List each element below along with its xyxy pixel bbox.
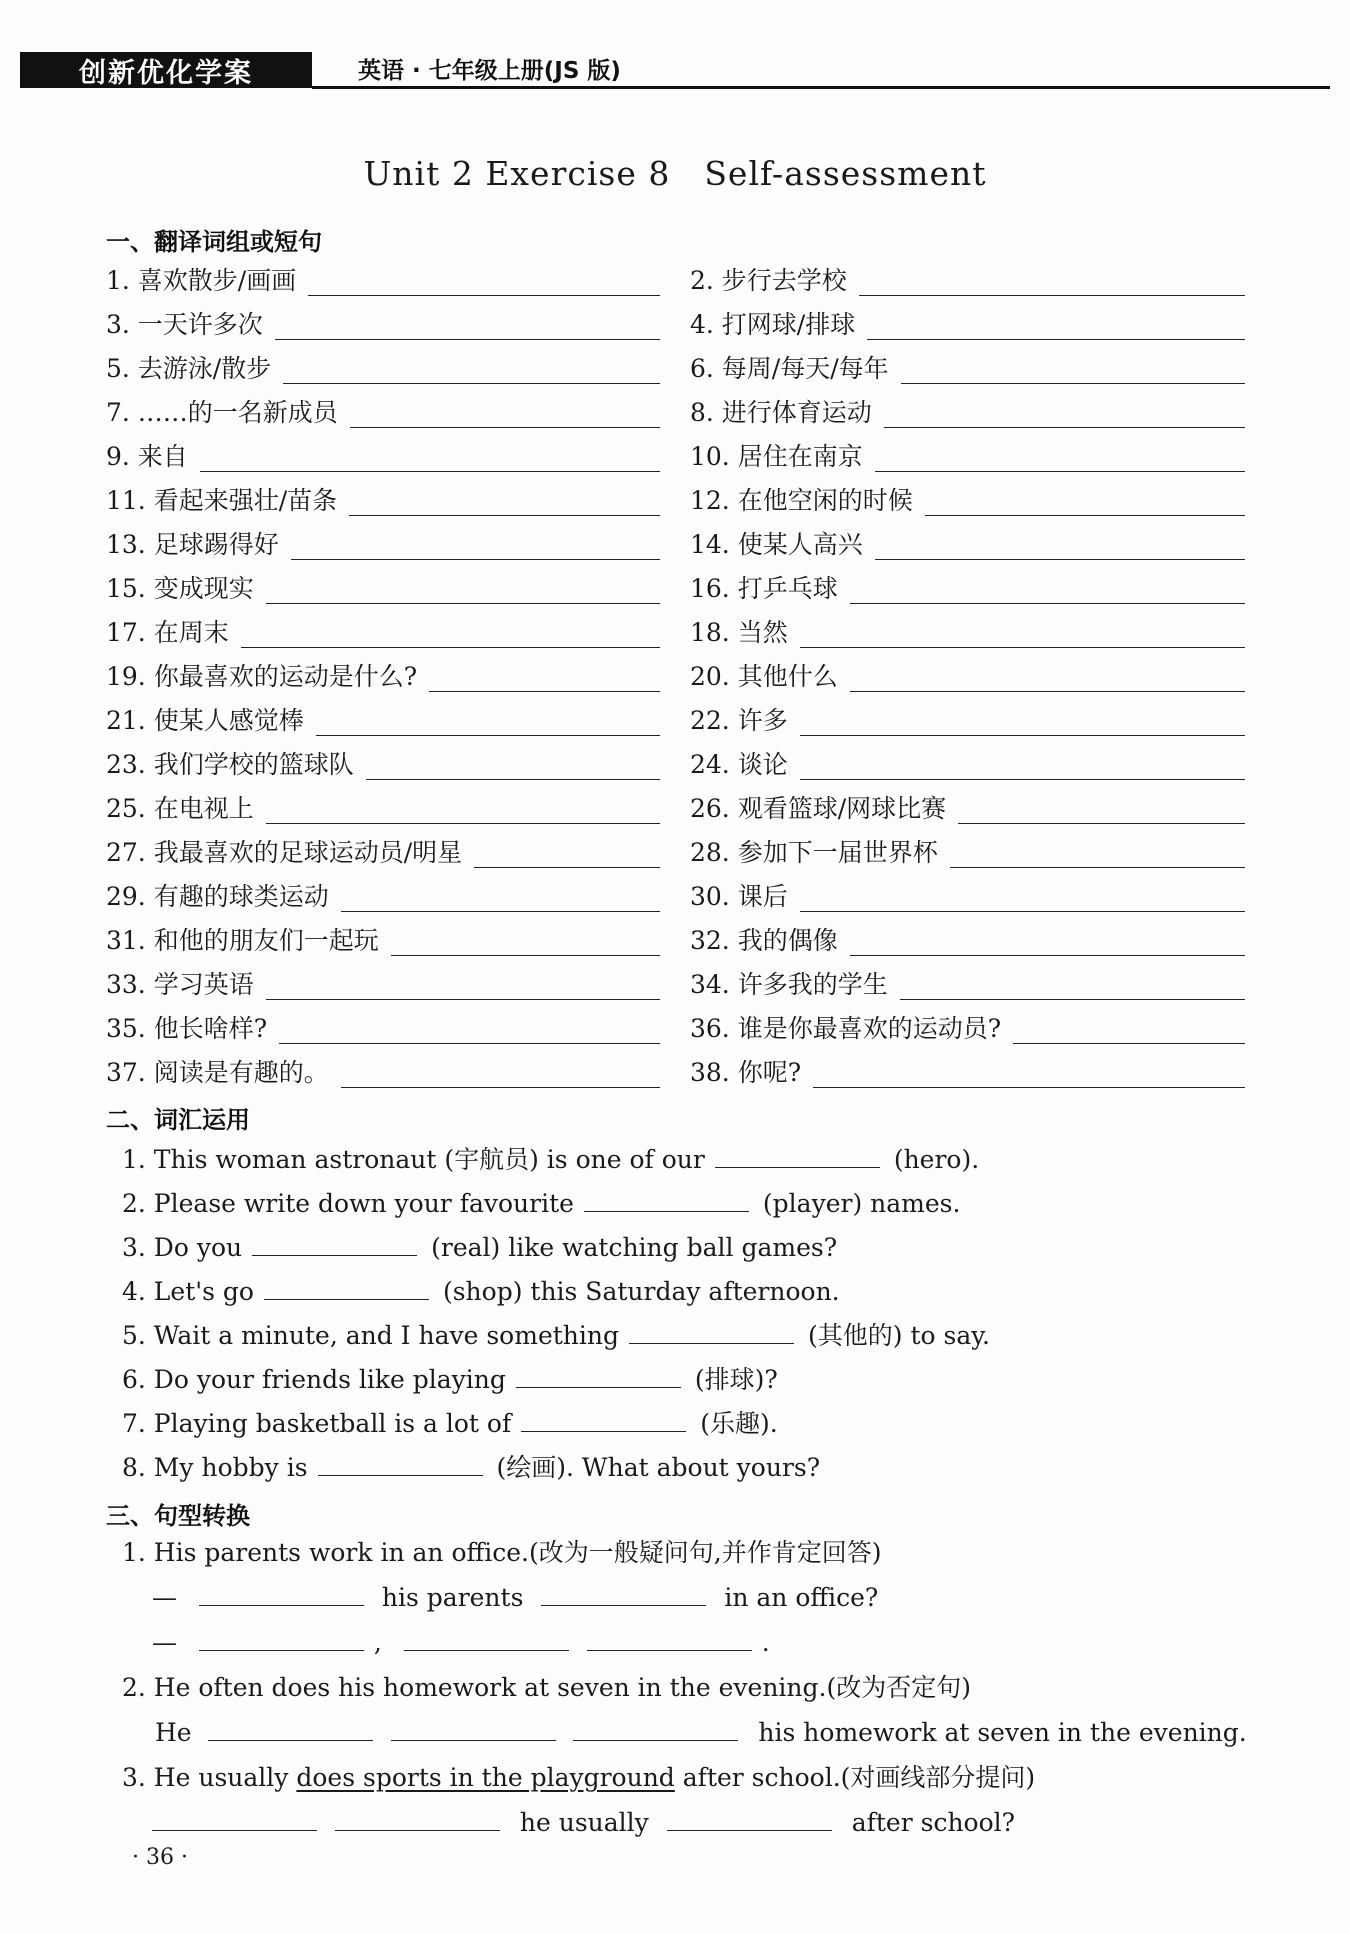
vocabulary-hint: (shop) this Saturday afternoon. [442, 1277, 840, 1306]
answer-blank[interactable] [800, 735, 1245, 736]
transform-q1-line1 [152, 1582, 878, 1614]
translation-item: 17. 在周末 [106, 618, 229, 647]
answer-blank[interactable] [266, 603, 660, 604]
answer-blank[interactable] [884, 427, 1245, 428]
translation-item: 6. 每周/每天/每年 [690, 354, 889, 383]
translation-item: 19. 你最喜欢的运动是什么? [106, 662, 418, 691]
translation-item: 4. 打网球/排球 [690, 310, 856, 339]
translation-item: 2. 步行去学校 [690, 266, 847, 295]
transform-q2-line [155, 1717, 1247, 1749]
answer-blank[interactable] [901, 383, 1245, 384]
translation-item: 18. 当然 [690, 618, 788, 647]
answer-blank[interactable] [584, 1189, 749, 1212]
transform-q3-prompt [122, 1762, 1035, 1794]
section-heading-vocabulary: 二、词汇运用 [106, 1106, 250, 1134]
answer-blank[interactable] [850, 691, 1245, 692]
answer-blank[interactable] [264, 1277, 429, 1300]
translation-item: 3. 一天许多次 [106, 310, 263, 339]
header-divider [312, 86, 1330, 89]
vocabulary-text: 3. Do you [122, 1233, 243, 1262]
translation-item: 5. 去游泳/散步 [106, 354, 272, 383]
answer-blank[interactable] [925, 515, 1245, 516]
transform-q1-line2 [152, 1627, 770, 1659]
answer-blank[interactable] [404, 1628, 569, 1651]
period: . [761, 1628, 770, 1657]
answer-blank[interactable] [341, 1087, 660, 1088]
section-heading-translate: 一、翻译词组或短句 [106, 228, 322, 256]
translation-item: 24. 谈论 [690, 750, 788, 779]
book-title: 英语 · 七年级上册(JS 版) [358, 58, 621, 84]
transform-q1-prompt: 1. His parents work in an office.(改为一般疑问句,并作肯定回答) [122, 1538, 882, 1567]
vocabulary-item [122, 1276, 840, 1308]
translation-item: 32. 我的偶像 [690, 926, 838, 955]
answer-blank[interactable] [279, 1043, 660, 1044]
translation-item: 1. 喜欢散步/画画 [106, 266, 297, 295]
answer-blank[interactable] [900, 999, 1245, 1000]
answer-blank[interactable] [800, 911, 1245, 912]
vocabulary-item [122, 1364, 778, 1396]
vocabulary-hint: (player) names. [762, 1189, 961, 1218]
answer-blank[interactable] [859, 295, 1245, 296]
answer-blank[interactable] [199, 1583, 364, 1606]
vocabulary-item [122, 1452, 820, 1484]
translation-item: 25. 在电视上 [106, 794, 254, 823]
answer-blank[interactable] [350, 427, 660, 428]
answer-blank[interactable] [283, 383, 660, 384]
q3-prompt-after: after school.(对画线部分提问) [682, 1763, 1036, 1792]
transform-q2-prompt: 2. He often does his homework at seven in the evening.(改为否定句) [122, 1673, 971, 1702]
answer-blank[interactable] [587, 1628, 752, 1651]
vocabulary-text: 5. Wait a minute, and I have something [122, 1321, 619, 1350]
translation-item: 16. 打乒乓球 [690, 574, 838, 603]
answer-blank[interactable] [199, 1628, 364, 1651]
dash: — [152, 1583, 177, 1612]
answer-blank[interactable] [958, 823, 1245, 824]
translation-item: 27. 我最喜欢的足球运动员/明星 [106, 838, 463, 867]
answer-blank[interactable] [667, 1808, 832, 1831]
answer-blank[interactable] [349, 515, 660, 516]
answer-blank[interactable] [335, 1808, 500, 1831]
answer-blank[interactable] [800, 779, 1245, 780]
q3-mid-text: he usually [519, 1808, 649, 1837]
answer-blank[interactable] [391, 1718, 556, 1741]
translation-item: 22. 许多 [690, 706, 788, 735]
translation-item: 7. ……的一名新成员 [106, 398, 338, 427]
q3-prompt-underlined: does sports in the playground [296, 1763, 675, 1792]
answer-blank[interactable] [200, 471, 660, 472]
translation-item: 34. 许多我的学生 [690, 970, 888, 999]
translation-item: 8. 进行体育运动 [690, 398, 872, 427]
answer-blank[interactable] [318, 1453, 483, 1476]
answer-blank[interactable] [950, 867, 1245, 868]
translation-item: 21. 使某人感觉棒 [106, 706, 304, 735]
answer-blank[interactable] [875, 471, 1245, 472]
answer-blank[interactable] [316, 735, 660, 736]
vocabulary-text: 2. Please write down your favourite [122, 1189, 574, 1218]
translation-item: 23. 我们学校的篮球队 [106, 750, 354, 779]
translation-item: 12. 在他空闲的时候 [690, 486, 913, 515]
answer-blank[interactable] [875, 559, 1245, 560]
vocabulary-hint: (real) like watching ball games? [431, 1233, 838, 1262]
q3-prompt-before: 3. He usually [122, 1763, 289, 1792]
section-heading-transform: 三、句型转换 [106, 1502, 250, 1530]
translation-item: 13. 足球踢得好 [106, 530, 279, 559]
answer-blank[interactable] [715, 1145, 880, 1168]
vocabulary-text: 6. Do your friends like playing [122, 1365, 506, 1394]
translation-item: 15. 变成现实 [106, 574, 254, 603]
translation-item: 31. 和他的朋友们一起玩 [106, 926, 379, 955]
translation-item: 20. 其他什么 [690, 662, 838, 691]
translation-item: 10. 居住在南京 [690, 442, 863, 471]
answer-blank[interactable] [252, 1233, 417, 1256]
vocabulary-hint: (排球)? [694, 1365, 778, 1394]
transform-q3-line [152, 1807, 1015, 1839]
answer-blank[interactable] [1013, 1043, 1245, 1044]
answer-blank[interactable] [813, 1087, 1245, 1088]
vocabulary-item [122, 1320, 990, 1352]
answer-blank[interactable] [867, 339, 1245, 340]
q3-end-text: after school? [851, 1808, 1016, 1837]
dash: — [152, 1628, 177, 1657]
answer-blank[interactable] [152, 1808, 317, 1831]
translation-item: 28. 参加下一届世界杯 [690, 838, 938, 867]
answer-blank[interactable] [291, 559, 660, 560]
vocabulary-item [122, 1408, 778, 1440]
vocabulary-text: 7. Playing basketball is a lot of [122, 1409, 512, 1438]
answer-blank[interactable] [366, 779, 660, 780]
answer-blank[interactable] [266, 999, 660, 1000]
answer-blank[interactable] [474, 867, 660, 868]
translation-item: 29. 有趣的球类运动 [106, 882, 329, 911]
vocabulary-hint: (乐趣). [700, 1409, 778, 1438]
answer-blank[interactable] [429, 691, 660, 692]
comma: , [373, 1628, 382, 1657]
answer-blank[interactable] [275, 339, 660, 340]
translation-item: 33. 学习英语 [106, 970, 254, 999]
answer-blank[interactable] [341, 911, 660, 912]
translation-item: 9. 来自 [106, 442, 188, 471]
answer-blank[interactable] [241, 647, 660, 648]
translation-item: 30. 课后 [690, 882, 788, 911]
answer-blank[interactable] [800, 647, 1245, 648]
translation-item: 14. 使某人高兴 [690, 530, 863, 559]
vocabulary-text: 8. My hobby is [122, 1453, 308, 1482]
answer-blank[interactable] [208, 1718, 373, 1741]
q2-end-text: his homework at seven in the evening. [758, 1718, 1247, 1747]
translation-item: 11. 看起来强壮/苗条 [106, 486, 338, 515]
answer-blank[interactable] [629, 1321, 794, 1344]
vocabulary-hint: (hero). [893, 1145, 980, 1174]
vocabulary-hint: (绘画). What about yours? [496, 1453, 821, 1482]
vocabulary-item [122, 1188, 960, 1220]
answer-blank[interactable] [573, 1718, 738, 1741]
q1-mid-text: his parents [381, 1583, 524, 1612]
translation-item: 26. 观看篮球/网球比赛 [690, 794, 947, 823]
vocabulary-item [122, 1144, 979, 1176]
vocabulary-hint: (其他的) to say. [808, 1321, 990, 1350]
translation-item: 35. 他长啥样? [106, 1014, 268, 1043]
page-title: Unit 2 Exercise 8 Self-assessment [363, 154, 987, 193]
translation-item: 36. 谁是你最喜欢的运动员? [690, 1014, 1002, 1043]
translation-item: 38. 你呢? [690, 1058, 802, 1087]
answer-blank[interactable] [391, 955, 660, 956]
answer-blank[interactable] [850, 955, 1245, 956]
page-number: · 36 · [132, 1845, 188, 1870]
answer-blank[interactable] [308, 295, 660, 296]
answer-blank[interactable] [521, 1409, 686, 1432]
answer-blank[interactable] [541, 1583, 706, 1606]
vocabulary-item [122, 1232, 837, 1264]
q2-start-text: He [155, 1718, 192, 1747]
answer-blank[interactable] [516, 1365, 681, 1388]
vocabulary-text: 4. Let's go [122, 1277, 254, 1306]
brand-logo: 创新优化学案 [20, 52, 312, 88]
vocabulary-text: 1. This woman astronaut (宇航员) is one of our [122, 1145, 705, 1174]
translation-item: 37. 阅读是有趣的。 [106, 1058, 329, 1087]
answer-blank[interactable] [850, 603, 1245, 604]
q1-end-text: in an office? [724, 1583, 879, 1612]
answer-blank[interactable] [266, 823, 660, 824]
